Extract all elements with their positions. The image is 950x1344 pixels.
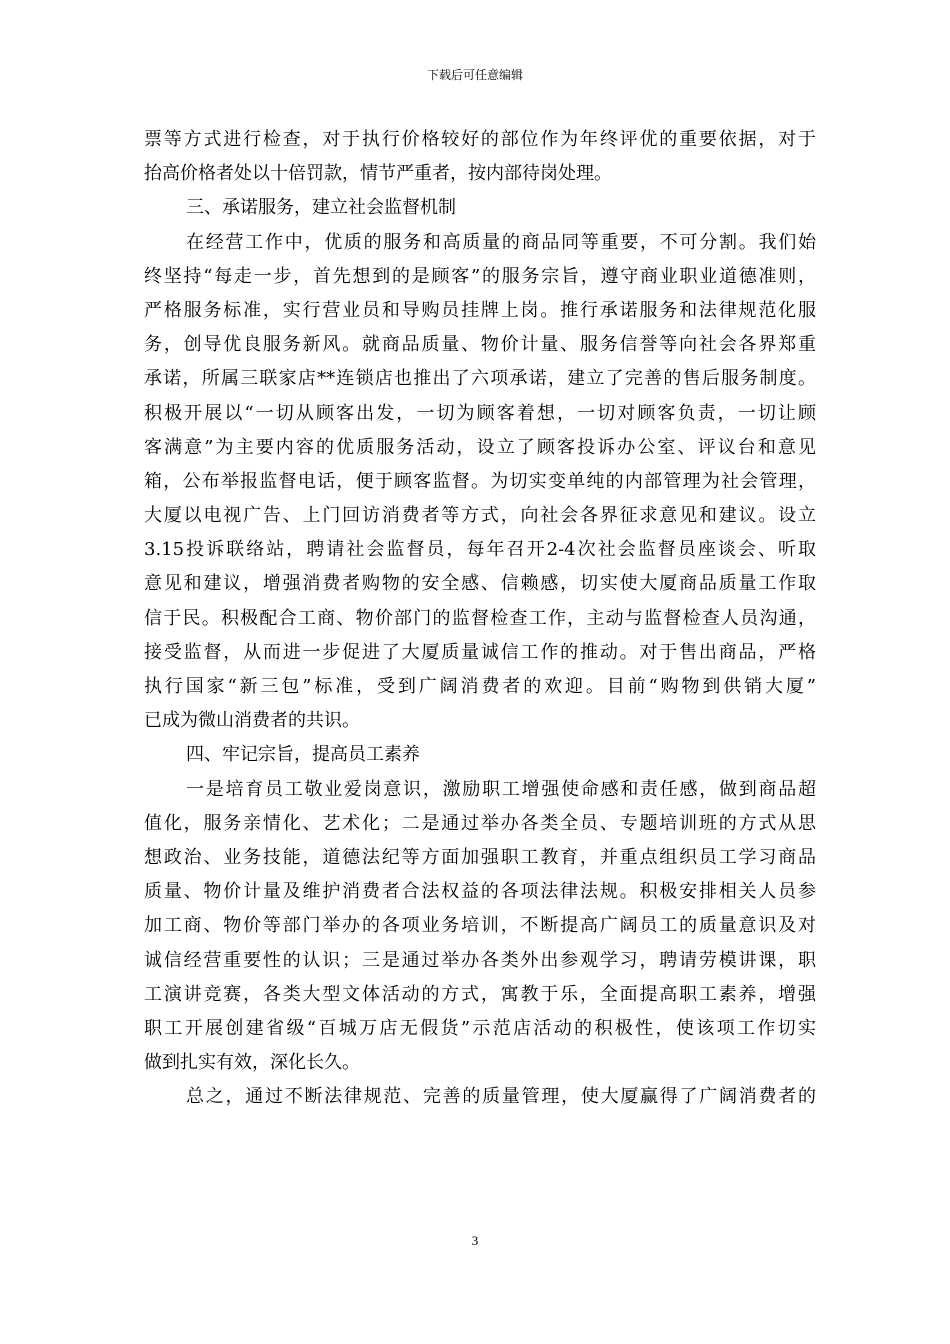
body-line: 在经营工作中，优质的服务和高质量的商品同等重要，不可分割。我们始 — [186, 231, 816, 253]
body-line: 一是培育员工敬业爱岗意识，激励职工增强使命感和责任感，做到商品超 — [186, 778, 816, 800]
body-line: 质量、物价计量及维护消费者合法权益的各项法律法规。积极安排相关人员参 — [144, 881, 816, 903]
body-line: 信于民。积极配合工商、物价部门的监督检查工作，主动与监督检查人员沟通， — [144, 607, 816, 629]
section-heading: 四、牢记宗旨，提高员工素养 — [186, 744, 420, 766]
body-line: 做到扎实有效，深化长久。 — [144, 1052, 360, 1074]
body-line: 客满意”为主要内容的优质服务活动，设立了顾客投诉办公室、评议台和意见 — [144, 436, 816, 458]
body-line: 工演讲竞赛，各类大型文体活动的方式，寓教于乐，全面提高职工素养，增强 — [144, 983, 816, 1005]
body-line: 承诺，所属三联家店**连锁店也推出了六项承诺，建立了完善的售后服务制度。 — [144, 368, 816, 390]
page-number: 3 — [471, 1233, 479, 1248]
body-line: 箱，公布举报监督电话，便于顾客监督。为切实变单纯的内部管理为社会管理， — [144, 470, 816, 492]
body-line: 终坚持“每走一步，首先想到的是顾客”的服务宗旨，遵守商业职业道德准则， — [144, 265, 816, 287]
body-line: 加工商、物价等部门举办的各项业务培训，不断提高广阔员工的质量意识及对 — [144, 915, 816, 937]
body-line: 接受监督，从而进一步促进了大厦质量诚信工作的推动。对于售出商品，严格 — [144, 641, 816, 663]
section-heading: 三、承诺服务，建立社会监督机制 — [186, 197, 456, 219]
body-line: 票等方式进行检查，对于执行价格较好的部位作为年终评优的重要依据，对于 — [144, 129, 816, 150]
body-line: 务，创导优良服务新风。就商品质量、物价计量、服务信誉等向社会各界郑重 — [144, 334, 816, 356]
body-line: 总之，通过不断法律规范、完善的质量管理，使大厦赢得了广阔消费者的 — [186, 1086, 816, 1108]
body-line: 职工开展创建省级“百城万店无假货”示范店活动的积极性，使该项工作切实 — [144, 1017, 816, 1039]
body-line: 值化，服务亲情化、艺术化；二是通过举办各类全员、专题培训班的方式从思 — [144, 812, 816, 834]
body-line: 已成为微山消费者的共识。 — [144, 710, 360, 732]
body-line: 意见和建议，增强消费者购物的安全感、信赖感，切实使大厦商品质量工作取 — [144, 573, 816, 595]
body-line: 想政治、业务技能，道德法纪等方面加强职工教育，并重点组织员工学习商品 — [144, 846, 816, 868]
body-line: 诚信经营重要性的认识；三是通过举办各类外出参观学习，聘请劳模讲课，职 — [144, 949, 816, 971]
body-line: 积极开展以“一切从顾客出发，一切为顾客着想，一切对顾客负责，一切让顾 — [144, 402, 816, 424]
body-line: 执行国家“新三包”标准，受到广阔消费者的欢迎。目前“购物到供销大厦” — [144, 676, 816, 697]
body-line: 严格服务标准，实行营业员和导购员挂牌上岗。推行承诺服务和法律规范化服 — [144, 299, 816, 321]
page-header: 下载后可任意编辑 — [426, 68, 523, 82]
body-line: 大厦以电视广告、上门回访消费者等方式，向社会各界征求意见和建议。设立 — [144, 505, 816, 527]
document-body — [144, 123, 816, 1114]
body-line: 抬高价格者处以十倍罚款，情节严重者，按内部待岗处理。 — [144, 163, 612, 185]
body-line: 3.15投诉联络站，聘请社会监督员，每年召开2-4次社会监督员座谈会、听取 — [144, 539, 816, 561]
